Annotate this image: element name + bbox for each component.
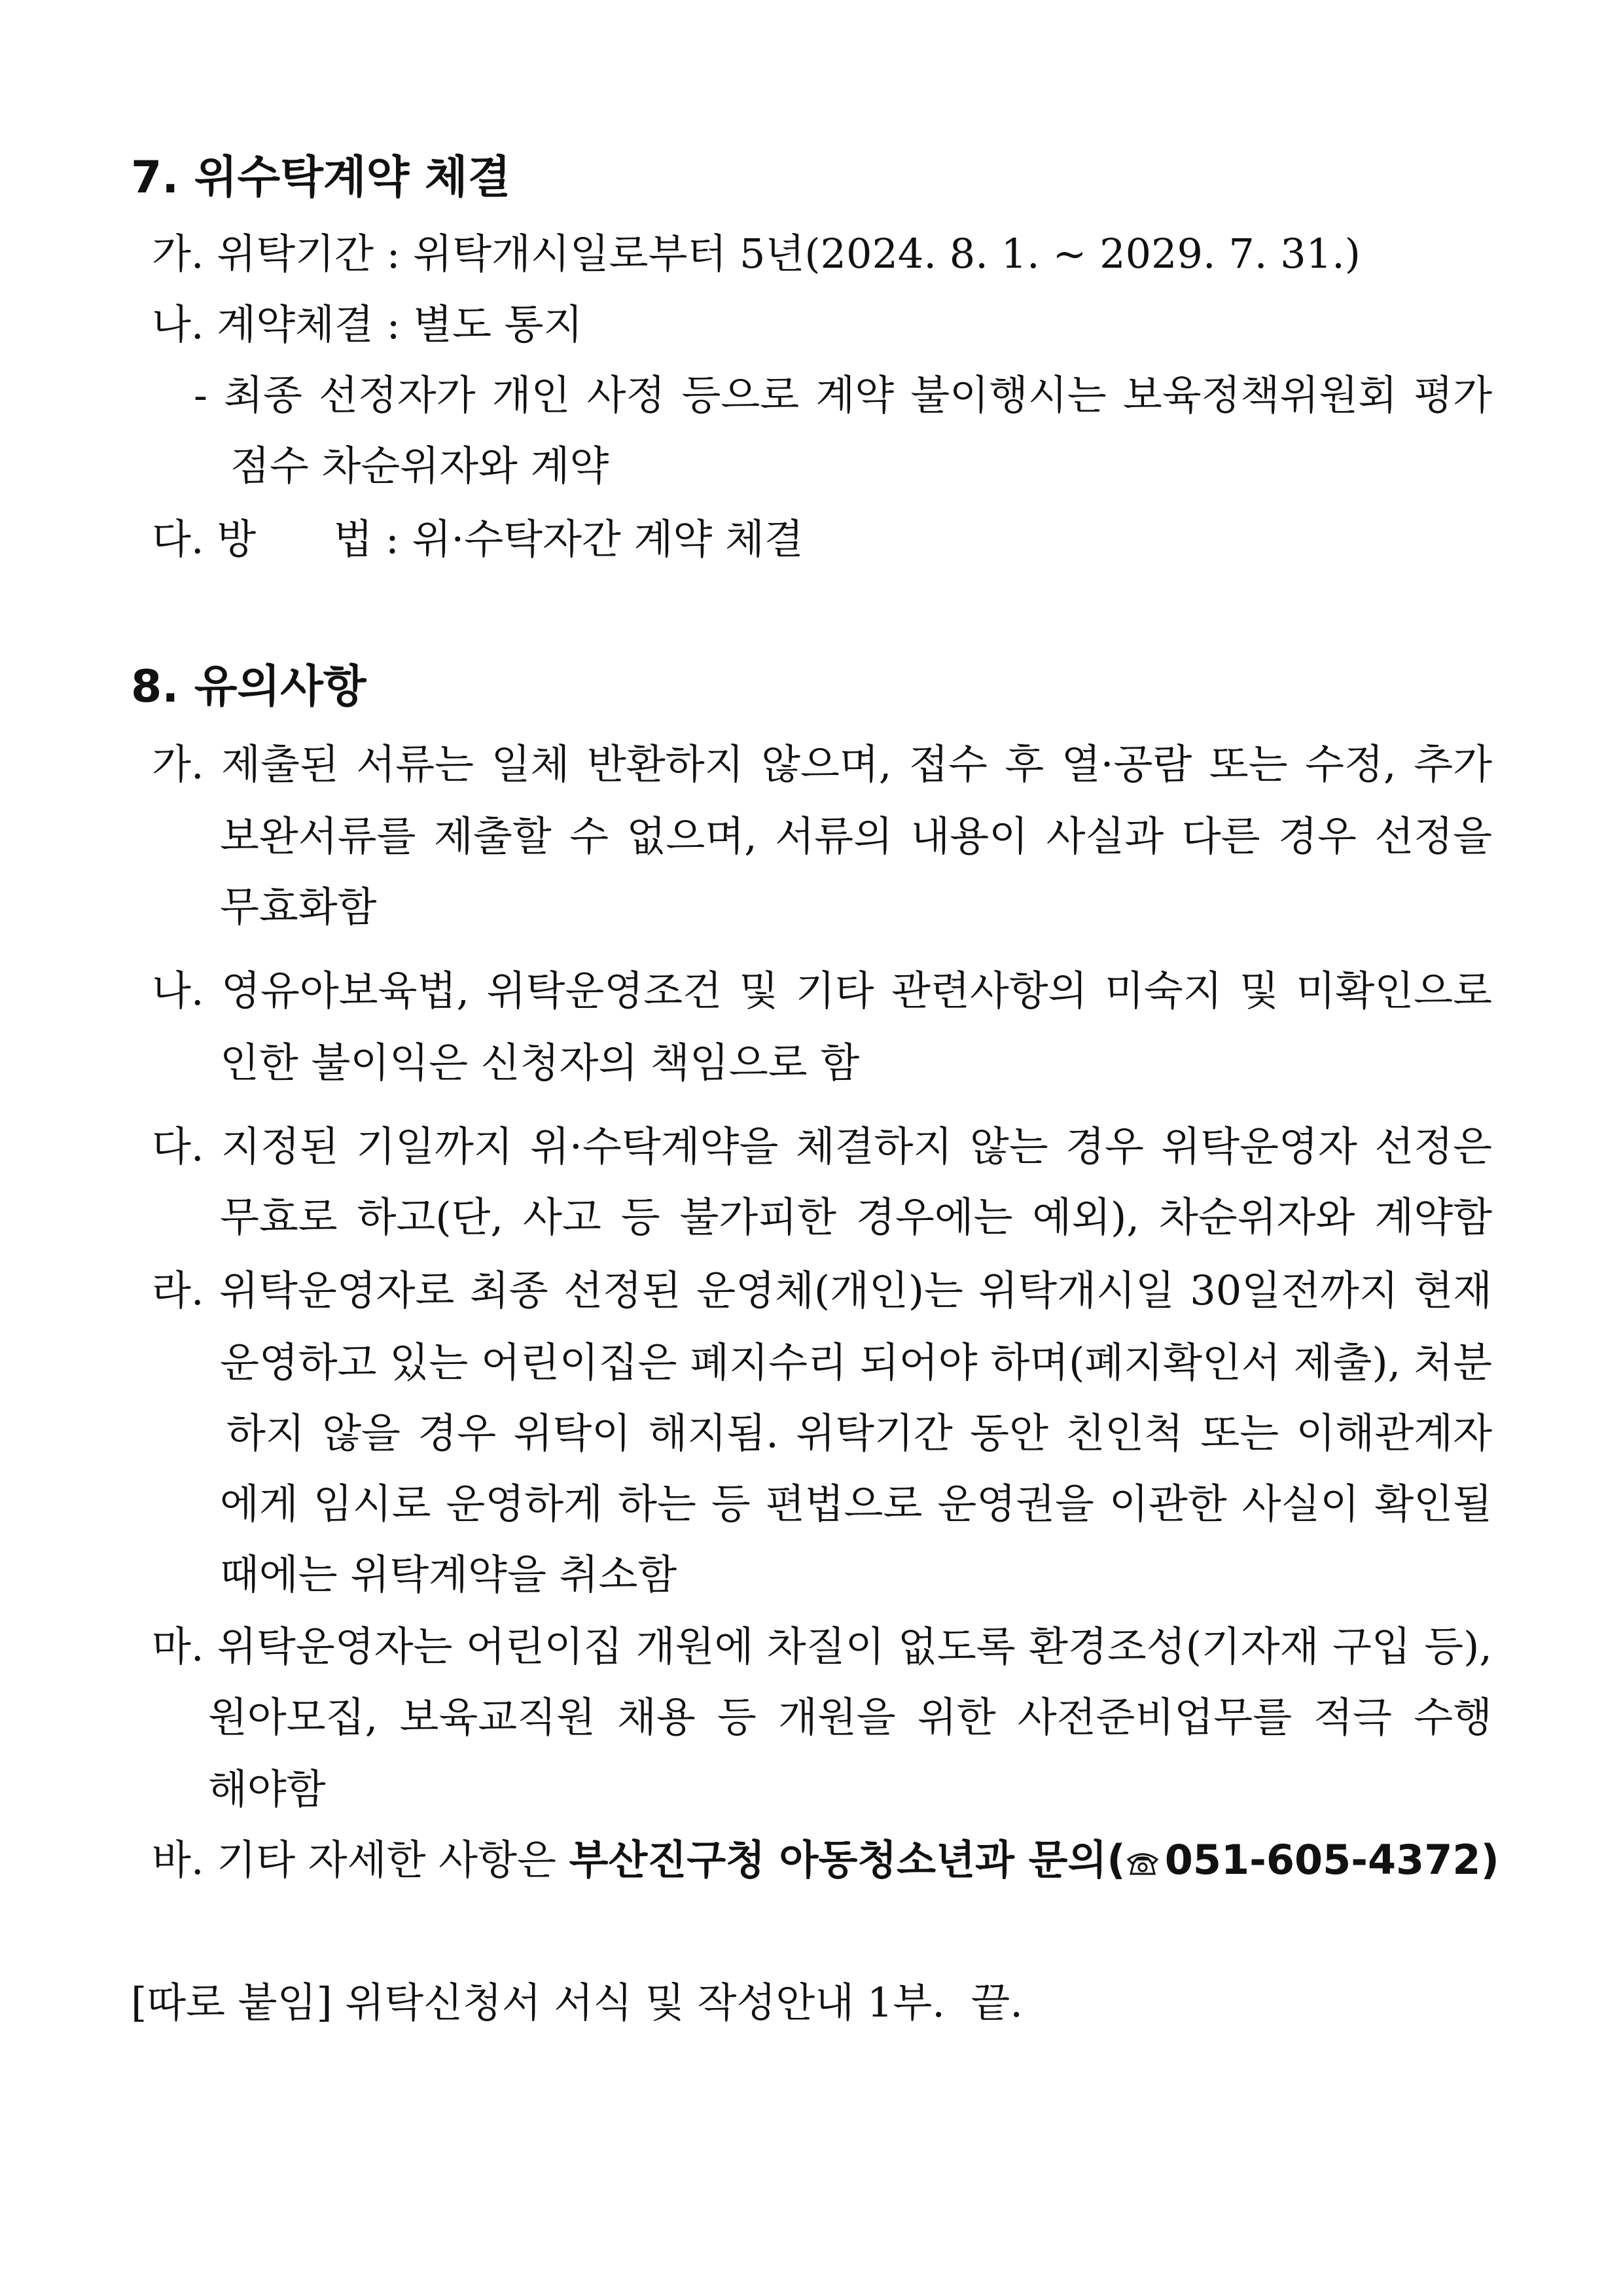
section8-item-ba-prefix: 바. 기타 자세한 사항은 xyxy=(152,1836,569,1884)
section8-item-ma-line1: 마. 위탁운영자는 어린이집 개원에 차질이 없도록 환경조성(기자재 구입 등), xyxy=(152,1623,1492,1670)
section8-item-ra-line3: 하지 않을 경우 위탁이 해지됨. 위탁기간 동안 친인척 또는 이해관계자 xyxy=(226,1409,1492,1457)
section7-contract-note-line2: 점수 차순위자와 계약 xyxy=(230,442,609,490)
section8-item-ma-line2: 원아모집, 보육교직원 채용 등 개원을 위한 사전준비업무를 적극 수행 xyxy=(208,1693,1492,1741)
section8-item-ma-line3: 해야함 xyxy=(208,1765,326,1813)
section8-item-ba-contact: 부산진구청 아동청소년과 문의( xyxy=(569,1836,1126,1884)
section7-contract: 나. 계약체결 : 별도 통지 xyxy=(152,300,583,348)
section8-title: 8. 유의사항 xyxy=(131,661,366,713)
section8-item-ga-line3: 무효화함 xyxy=(220,883,377,931)
section7-term: 가. 위탁기간 : 위탁개시일로부터 5년(2024. 8. 1. ~ 2029. 7. 31.) xyxy=(152,230,1361,278)
section8-item-na-line2: 인한 불이익은 신청자의 책임으로 함 xyxy=(220,1039,860,1086)
section7-method: 다. 방 법 : 위·수탁자간 계약 체결 xyxy=(152,515,804,563)
section8-item-ra-line5: 때에는 위탁계약을 취소함 xyxy=(220,1551,677,1598)
section8-item-ra-line2: 운영하고 있는 어린이집은 폐지수리 되어야 하며(폐지확인서 제출), 처분 xyxy=(220,1338,1492,1386)
section8-item-ra-line4: 에게 임시로 운영하게 하는 등 편법으로 운영권을 이관한 사실이 확인될 xyxy=(220,1480,1492,1528)
section8-item-ra-line1: 라. 위탁운영자로 최종 선정된 운영체(개인)는 위탁개시일 30일전까지 현재 xyxy=(152,1266,1492,1314)
section7-title: 7. 위수탁계약 체결 xyxy=(131,152,511,204)
section8-item-ga-line1: 가. 제출된 서류는 일체 반환하지 않으며, 접수 후 열·공람 또는 수정, 추가 xyxy=(152,740,1492,788)
section8-item-ba xyxy=(152,1834,1499,1886)
section7-contract-note-line1: - 최종 선정자가 개인 사정 등으로 계약 불이행시는 보육정책위원회 평가 xyxy=(194,371,1492,419)
section8-item-na-line1: 나. 영유아보육법, 위탁운영조건 및 기타 관련사항의 미숙지 및 미확인으로 xyxy=(152,967,1492,1014)
section8-item-da-line2: 무효로 하고(단, 사고 등 불가피한 경우에는 예외), 차순위자와 계약함 xyxy=(220,1193,1492,1241)
section8-item-ba-phone: 051-605-4372) xyxy=(1164,1836,1499,1884)
section8-item-da-line1: 다. 지정된 기일까지 위·수탁계약을 체결하지 않는 경우 위탁운영자 선정은 xyxy=(152,1122,1492,1170)
attachment-note: [따로 붙임] 위탁신청서 서식 및 작성안내 1부. 끝. xyxy=(131,1979,1023,2026)
telephone-icon xyxy=(1126,1837,1160,1863)
section8-item-ga-line2: 보완서류를 제출할 수 없으며, 서류의 내용이 사실과 다른 경우 선정을 xyxy=(220,812,1492,860)
